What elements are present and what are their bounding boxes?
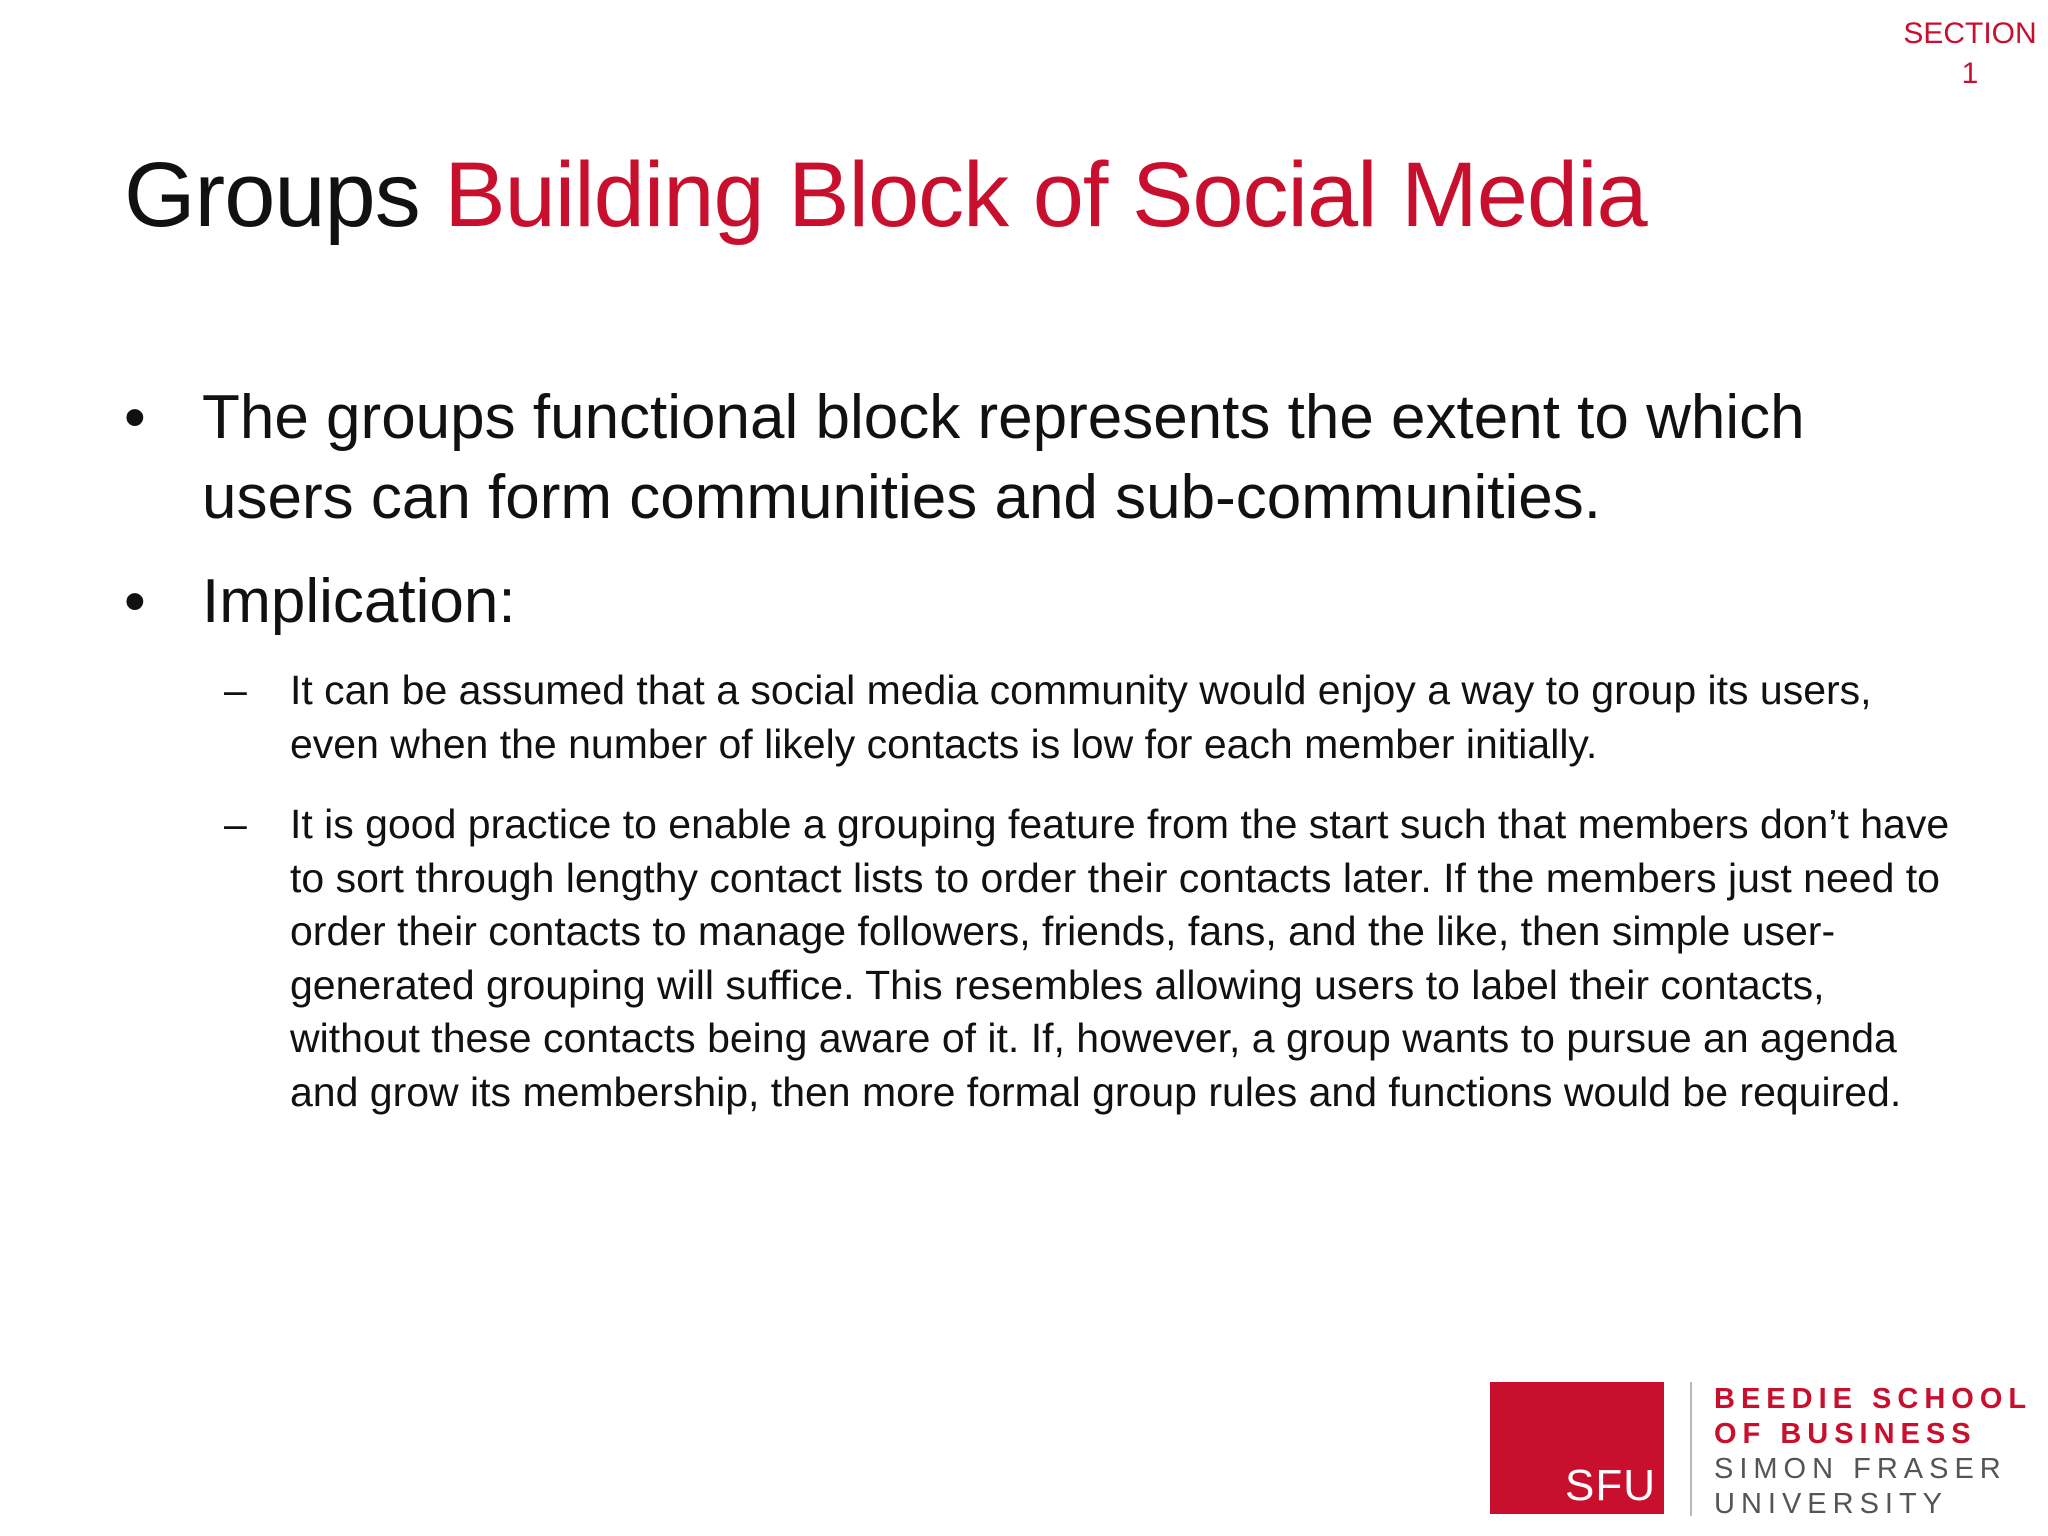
sub-bullet-item bbox=[224, 798, 1950, 1119]
logo-line-business: OF BUSINESS bbox=[1714, 1418, 1977, 1450]
slide-title bbox=[124, 140, 1647, 250]
bullet-marker: • bbox=[124, 383, 146, 452]
sfu-logo-text: SFU bbox=[1565, 1461, 1656, 1510]
slide-content bbox=[124, 378, 1950, 1119]
sub-bullet-list bbox=[124, 664, 1950, 1119]
sub-bullet-item bbox=[224, 664, 1950, 771]
logo-divider bbox=[1690, 1382, 1692, 1516]
bullet-item bbox=[124, 378, 1942, 538]
logo-line-school: BEEDIE SCHOOL bbox=[1714, 1383, 2033, 1415]
sfu-logo-mark bbox=[1490, 1382, 1664, 1514]
bullet-marker: • bbox=[124, 567, 146, 636]
sub-bullet-marker: – bbox=[224, 801, 247, 847]
beedie-sfu-logo bbox=[1490, 1382, 2033, 1520]
sub-bullet-text: It can be assumed that a social media community would enjoy a way to group its users, even when the number of likely contacts is low for each member initially. bbox=[290, 667, 1872, 767]
bullet-item bbox=[124, 562, 1944, 642]
section-label: SECTION bbox=[1903, 17, 2037, 50]
logo-wordmark bbox=[1714, 1382, 2034, 1522]
sub-bullet-marker: – bbox=[224, 667, 247, 713]
bullet-text: Implication: bbox=[202, 567, 516, 636]
title-accent: Building Block of Social Media bbox=[444, 144, 1647, 246]
section-marker bbox=[1900, 14, 2040, 94]
sub-bullet-text: It is good practice to enable a grouping feature from the start such that members don’t have to sort through lengthy contact lists to order their contacts later. If the members just need to order their contacts to manage followers, friends, fans, and the like, then simple user-generated grouping will suffice. This resembles allowing users to label their contacts, without these contacts being aware of it. If, however, a group wants to pursue an agenda and grow its membership, then more formal group rules and functions would be required. bbox=[290, 801, 1950, 1115]
logo-line-university: UNIVERSITY bbox=[1714, 1488, 1949, 1520]
bullet-text: The groups functional block represents the extent to which users can form communities and sub-communities. bbox=[202, 383, 1805, 532]
section-number: 1 bbox=[1961, 57, 1979, 90]
title-prefix: Groups bbox=[124, 144, 420, 246]
logo-line-simon-fraser: SIMON FRASER bbox=[1714, 1453, 2007, 1485]
